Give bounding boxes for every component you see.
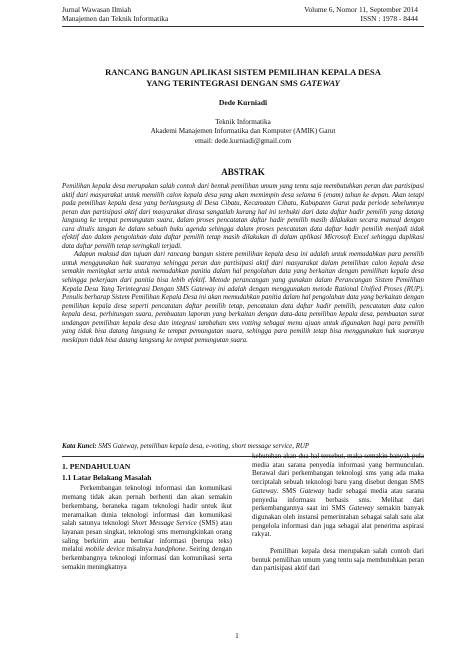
text-run: hadir sebagai media atau sarana penyedia informasu berbasis sms. Melihat dari perkembangannya saat ini SMS <box>252 486 424 513</box>
header-divider <box>62 26 424 27</box>
text-run: Perkembangan teknologi informasi dan komunikasi memang tidak akan pernah berhenti dan akan semakin berkembang, beraneka ragam teknologi hadir untuk ikut meramaikan dunia teknologi informasi dan komunikasi salah satunya teknologi <box>62 484 232 528</box>
abstract-body <box>62 183 424 345</box>
text-run: misalnya <box>124 545 155 554</box>
author-name: Dede Kurniadi <box>218 98 268 107</box>
issn: ISSN : 1978 - 8444 <box>360 14 418 23</box>
journal-name: Jurnal Wawasan Ilmiah <box>62 5 132 14</box>
text-run-italic: Gateway <box>252 486 277 495</box>
paper-title <box>62 67 424 89</box>
keywords-text: SMS Gateway, pemilihan kepala desa, e-voting, short message service, RUP <box>98 443 310 450</box>
title-line-1: RANCANG BANGUN APLIKASI SISTEM PEMILIHAN KEPALA DESA <box>105 67 381 77</box>
abstract-paragraph-2: Adapun maksud dan tujuan dari rancang bangun sistem pemilihan kepala desa ini adalah untuk memudahkan para pemilih untuk menggunakan hak suaranya sehingga peran dan partisipasi aktif dari masyarakat dalam pemilihan calon kepala desa semakin meningkat serta untuk memudahkan panitia dalam hal pengolahan data yang berkaitan dengan pemilihan kepala desa sehingga pekerjaan dari panitia bisa lebih efektif. Metode perancangan yang gunakan dalam Perancangan Sistem Pemilihan Kepala Desa Yang Terintegrasi Dengan SMS Gateway ini adalah dengan menggunakan metode Rational Unified Proses (RUP). Penulis berharap Sistem Pemilihan Kepala Desa ini akan memudahkan panitia dalam hal pengolahan data yang berkaitan dengan pemilihan kepala desa seperti pencatatan daftar pemilih tetap, pencatatan data daftar hadir pemilih, pencatatan data calon kepala desa, perhitungan suara, pembuatan laporan yang berkaitan dengan data-data pemilihan kepala desa, pembuatan surat undangan pemilihan kepala desa dan integrasi tambahan sms votting sebagai menu ajuan untuk digunakan bagi para pemilih yang tidak bisa datang langsung ke tempat pemungutan suara, sehingga para pemilih tetap bisa menggunakan hak suaranya meskipun tidak bisa datang langsung ke tempat pemungutan suara. <box>62 251 424 344</box>
body-paragraph-right-2: Pemilihan kepala desa merupakan salah contoh dari bentuk pemilihan umum yang tentu saja membutuhkan peran dan partisipasi aktif dari <box>252 547 424 573</box>
keywords <box>62 443 424 450</box>
text-run-italic: Gateway <box>348 504 374 513</box>
body-column-left <box>62 463 232 571</box>
section-heading: 1. PENDAHULUAN <box>62 462 131 471</box>
text-run-italic: Gateway <box>299 486 325 495</box>
keywords-label: Kata Kunci: <box>62 443 97 450</box>
author-affiliation <box>62 118 424 146</box>
text-run: . Seiring dengan berkembangnya teknologi informasi dan komunikasi serta semakin meningkatnya <box>62 545 232 571</box>
publisher-name: Manajemen dan Teknik Informatika <box>62 14 169 23</box>
abstract-paragraph-1: Pemilihan kepala desa merupakan salah contoh dari bentuk pemilihan umum yang tentu saja membutuhkan peran dan partisipasi aktif dari masyarakat untuk memilih calon kepala desa yang akan memimpin desa selama 6 (enam) tahun ke depan. Akan tetapi pada pemilihan kepala desa yang berlangsung di Desa Cibatu, Kecamatan Cibatu, Kabupaten Garut pada periode sebelumnya peran dan partisipasi aktif dari masyarakat dirasa sangatlah kurang hal ini terbukti dari data daftar hadir pemilih yang datang langsung ke tempat pemungutan suara, dalam proses pencatatan daftar hadir pemilih masih dilakukan secara manual dengan cara ditulis tangan ke dalam sebuah buku agenda sehingga dalam proses pencatatan data daftar hadir pemilih menjadi tidak efektif dan dalam pengolahan data daftar pemilih tetap masih dilakukan di dalam aplikasi Microsoft Excel sehingga duplikasi data daftar pemilih tetap seringkali terjadi. <box>62 183 424 250</box>
text-run: semakin banyak digunakan oleh instansi pemerintahan sebagai salah satu alat pengelola informasi dan juga sebagai alat penerima aspirasi rakyat. <box>252 504 424 539</box>
body-column-right <box>252 452 424 573</box>
author-department: Teknik Informatika <box>215 118 271 126</box>
title-line-2-italic: GATEWAY <box>299 78 340 88</box>
running-header-right <box>304 5 418 23</box>
title-line-2 <box>62 78 424 89</box>
text-run: kebutuhan akan dua hal tersebut, maka semakin banyak pula media atau sarana penyedia informasi yang bermunculan. Berawal dari perkembangan teknologi sms yang ada maka terciptalah sebuah teknologi baru yang disebut dengan SMS <box>252 452 424 487</box>
author-email: email: dede.kurniadi@gmail.com <box>194 136 292 145</box>
page-number: 1 <box>235 631 239 640</box>
title-line-2-text: YANG TERINTEGRASI DENGAN SMS <box>146 78 300 88</box>
running-header-left <box>62 5 168 23</box>
abstract-heading: ABSTRAK <box>221 167 265 177</box>
text-run-italic: Short Message Service <box>131 519 197 528</box>
author-institution: Akademi Manajemen Informatika dan Komputer (AMIK) Garut <box>150 127 336 136</box>
body-paragraph-left-1 <box>62 484 232 571</box>
text-run: (SMS) atau layanan pesan singkat, teknologi sms memungkinkan orang saling berkirim atau bertukar informasi (berupa teks) melalui <box>62 519 232 554</box>
text-run-italic: handphone <box>154 545 186 554</box>
volume-info: Volume 6, Nomor 11, September 2014 <box>304 5 418 14</box>
text-run-italic: mobile device <box>85 545 125 554</box>
subsection-heading: 1.1 Latar Belakang Masalah <box>62 472 152 482</box>
text-run: . SMS <box>276 486 300 495</box>
body-paragraph-right-1 <box>252 452 424 539</box>
